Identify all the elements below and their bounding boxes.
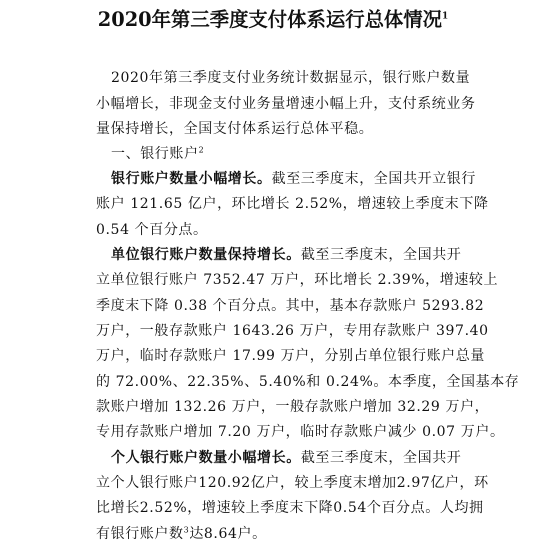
p3-line-1: [111, 447, 461, 467]
section-heading-text: 一、银行账户: [111, 146, 199, 162]
p2-line-2: 立单位银行账户 7352.47 万户，环比增长 2.39%，增速较上: [96, 272, 499, 288]
p2-line-8: 专用存款账户增加 7.20 万户，临时存款账户减少 0.07 万户。: [96, 424, 505, 440]
intro-line-2: 小幅增长，非现金支付业务量增速小幅上升，支付系统业务: [96, 96, 476, 112]
p3-line-4-b: 达8.64户。: [189, 526, 267, 542]
p2-line-1: [111, 244, 461, 264]
p1-line-3: 0.54 个百分点。: [96, 222, 208, 238]
p3-footnote-marker: 3: [183, 525, 190, 535]
section-heading: [111, 143, 204, 163]
p2-line-4: 万户，一般存款账户 1643.26 万户，专用存款账户 397.40: [96, 323, 489, 339]
intro-line-3: 量保持增长，全国支付体系运行总体平稳。: [96, 121, 374, 137]
p3-line-4-a: 有银行账户数: [96, 526, 184, 542]
p1-line-1-rest: 截至三季度末，全国共开立银行: [271, 171, 477, 187]
p2-line-5: 万户，临时存款账户 17.99 万户，分别占单位银行账户总量: [96, 348, 485, 364]
p3-line-4: [96, 523, 267, 543]
intro-line-1: 2020年第三季度支付业务统计数据显示，银行账户数量: [111, 70, 471, 86]
p3-lead: 个人银行账户数量小幅增长。: [111, 450, 301, 466]
p1-line-1: [111, 168, 476, 188]
p3-line-1-rest: 截至三季度末，全国共开: [300, 450, 462, 466]
document-title: [0, 4, 546, 32]
section-footnote-marker: 2: [198, 145, 205, 155]
p3-line-3: 比增长2.52%，增速较上季度末下降0.54个百分点。人均拥: [96, 500, 484, 516]
p2-line-6: 的 72.00%、22.35%、5.40%和 0.24%。本季度，全国基本存: [96, 374, 520, 390]
p2-line-7: 款账户增加 132.26 万户，一般存款账户增加 32.29 万户，: [96, 399, 490, 415]
p3-line-2: 立个人银行账户120.92亿户，较上季度末增加2.97亿户，环: [96, 475, 489, 491]
p2-line-3: 季度末下降 0.38 个百分点。其中，基本存款账户 5293.82: [96, 298, 485, 314]
title-text: 2020年第三季度支付体系运行总体情况: [97, 8, 443, 31]
p2-line-1-rest: 截至三季度末，全国共开: [300, 247, 462, 263]
p2-lead: 单位银行账户数量保持增长。: [111, 247, 301, 263]
p1-lead: 银行账户数量小幅增长。: [111, 171, 272, 187]
title-footnote-marker: 1: [442, 11, 449, 22]
p1-line-2: 账户 121.65 亿户，环比增长 2.52%，增速较上季度末下降: [96, 196, 489, 212]
